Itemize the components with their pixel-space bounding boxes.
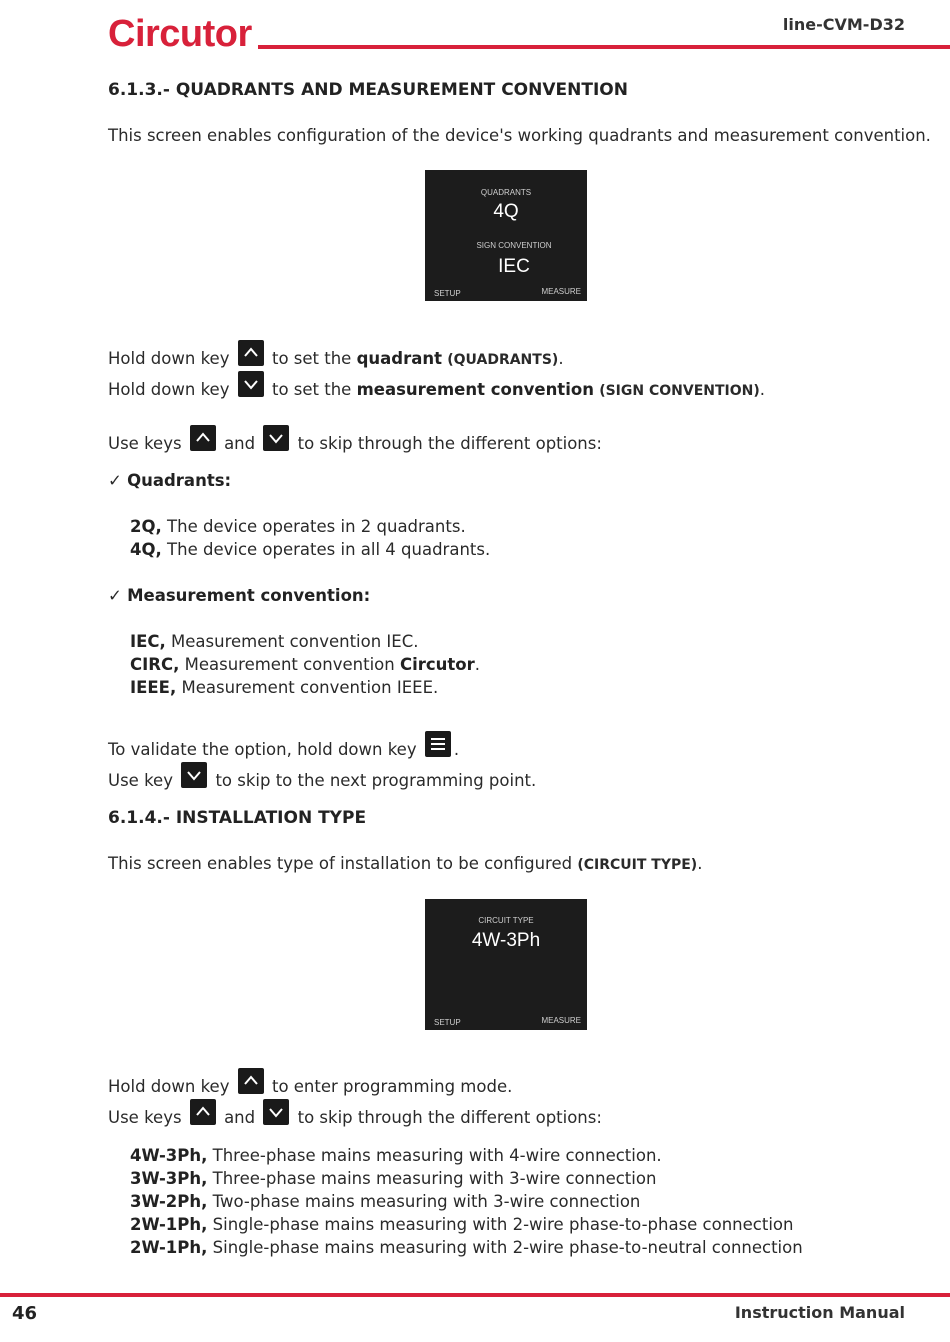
- text-fragment: This screen enables type of installation to be configured: [108, 854, 573, 873]
- footer-title: Instruction Manual: [734, 1303, 905, 1322]
- page-number: 46: [12, 1303, 38, 1324]
- screen-label-quadrants: QUADRANTS: [480, 188, 532, 197]
- option-code: 4Q,: [130, 540, 162, 559]
- option-desc: Three-phase mains measuring with 3-wire connection: [212, 1169, 657, 1188]
- option-code: IEC,: [130, 632, 166, 651]
- text-fragment: and: [224, 1108, 256, 1127]
- option-desc: Measurement convention IEC.: [171, 632, 419, 651]
- chevron-up-icon: [238, 1068, 264, 1094]
- list-title-text: Quadrants:: [127, 471, 232, 490]
- list-item: [130, 655, 480, 674]
- option-code: CIRC,: [130, 655, 180, 674]
- text-fragment: Hold down key: [108, 1077, 230, 1096]
- instruction-validate: [108, 731, 459, 759]
- menu-icon: [425, 731, 451, 757]
- device-screen-circuit-type: [425, 899, 587, 1030]
- device-screen-quadrants: [425, 170, 587, 301]
- option-desc: The device operates in all 4 quadrants.: [167, 540, 491, 559]
- term-measurement-convention: measurement convention: [356, 380, 594, 399]
- screen-value-quadrants: 4Q: [493, 201, 519, 222]
- instruction-quadrant: [108, 340, 564, 368]
- text-fragment: to enter programming mode.: [271, 1077, 513, 1096]
- footer-divider: [0, 1293, 950, 1297]
- list-item: [130, 632, 418, 651]
- option-desc: Measurement convention: [184, 655, 395, 674]
- chevron-up-icon: [190, 1099, 216, 1125]
- term-caps-quadrants: (QUADRANTS): [447, 352, 559, 368]
- text-fragment: To validate the option, hold down key: [108, 740, 417, 759]
- list-item: [130, 1146, 662, 1165]
- option-code: 2Q,: [130, 517, 162, 536]
- list-title-text: Measurement convention:: [127, 586, 371, 605]
- option-desc: The device operates in 2 quadrants.: [167, 517, 466, 536]
- chevron-down-icon: [263, 1099, 289, 1125]
- text-fragment: and: [224, 434, 256, 453]
- list-title-convention: [108, 586, 370, 605]
- screen-value-circuit-type: 4W-3Ph: [471, 930, 541, 951]
- list-title-quadrants: [108, 471, 231, 490]
- option-desc: Measurement convention IEEE.: [181, 678, 439, 697]
- header-divider: [258, 45, 950, 49]
- option-code: 4W-3Ph,: [130, 1146, 208, 1165]
- instruction-use-keys: [108, 425, 602, 453]
- text-fragment: to set the: [271, 380, 352, 399]
- section-intro-installation: [108, 854, 702, 873]
- option-code: IEEE,: [130, 678, 177, 697]
- instruction-use-keys-installation: [108, 1099, 602, 1127]
- instruction-sign-convention: [108, 371, 765, 399]
- text-fragment: .: [453, 740, 460, 759]
- option-code: 2W-1Ph,: [130, 1215, 208, 1234]
- circutor-logo: Circutor: [108, 13, 252, 55]
- text-fragment: to skip to the next programming point.: [215, 771, 537, 790]
- text-fragment: to skip through the different options:: [297, 1108, 602, 1127]
- text-fragment: .: [474, 655, 481, 674]
- screen-value-sign-convention: IEC: [498, 256, 530, 277]
- section-heading-quadrants: 6.1.3.- QUADRANTS AND MEASUREMENT CONVENTION: [108, 80, 628, 100]
- option-desc: Three-phase mains measuring with 4-wire connection.: [212, 1146, 662, 1165]
- section-intro-quadrants: This screen enables configuration of the device's working quadrants and measurement convention.: [108, 126, 931, 145]
- text-fragment: .: [558, 349, 564, 368]
- screen-footer-measure: MEASURE: [541, 287, 581, 296]
- screen-footer-measure: MEASURE: [541, 1016, 581, 1025]
- chevron-down-icon: [263, 425, 289, 451]
- list-item: [130, 540, 490, 559]
- option-code: 3W-2Ph,: [130, 1192, 208, 1211]
- text-fragment: Hold down key: [108, 349, 230, 368]
- text-fragment: to set the: [271, 349, 352, 368]
- chevron-down-icon: [181, 762, 207, 788]
- screen-footer-setup: SETUP: [434, 289, 461, 298]
- option-code: 2W-1Ph,: [130, 1238, 208, 1257]
- screen-label-sign-convention: SIGN CONVENTION: [476, 241, 552, 250]
- document-id: line-CVM-D32: [782, 15, 905, 34]
- chevron-up-icon: [190, 425, 216, 451]
- screen-footer-setup: SETUP: [434, 1018, 461, 1027]
- instruction-enter-programming: [108, 1068, 512, 1096]
- screen-label-circuit-type: CIRCUIT TYPE: [478, 916, 534, 925]
- chevron-down-icon: [238, 371, 264, 397]
- text-fragment: Hold down key: [108, 380, 230, 399]
- brand-name: Circutor: [399, 655, 475, 674]
- list-item: [130, 1169, 656, 1188]
- list-item: [130, 517, 466, 536]
- text-fragment: to skip through the different options:: [297, 434, 602, 453]
- option-desc: Single-phase mains measuring with 2-wire phase-to-phase connection: [212, 1215, 794, 1234]
- check-icon: ✓: [108, 471, 122, 490]
- text-fragment: .: [697, 854, 703, 873]
- term-caps-circuit-type: (CIRCUIT TYPE): [577, 857, 698, 873]
- list-item: [130, 1215, 793, 1234]
- text-fragment: Use keys: [108, 434, 182, 453]
- list-item: [130, 678, 438, 697]
- text-fragment: .: [759, 380, 765, 399]
- section-heading-installation: 6.1.4.- INSTALLATION TYPE: [108, 808, 367, 828]
- list-item: [130, 1192, 640, 1211]
- text-fragment: Use keys: [108, 1108, 182, 1127]
- term-quadrant: quadrant: [356, 349, 442, 368]
- option-desc: Single-phase mains measuring with 2-wire phase-to-neutral connection: [212, 1238, 803, 1257]
- instruction-skip: [108, 762, 536, 790]
- option-desc: Two-phase mains measuring with 3-wire connection: [212, 1192, 641, 1211]
- check-icon: ✓: [108, 586, 122, 605]
- chevron-up-icon: [238, 340, 264, 366]
- list-item: [130, 1238, 803, 1257]
- text-fragment: Use key: [108, 771, 173, 790]
- option-code: 3W-3Ph,: [130, 1169, 208, 1188]
- term-caps-sign-convention: (SIGN CONVENTION): [599, 383, 760, 399]
